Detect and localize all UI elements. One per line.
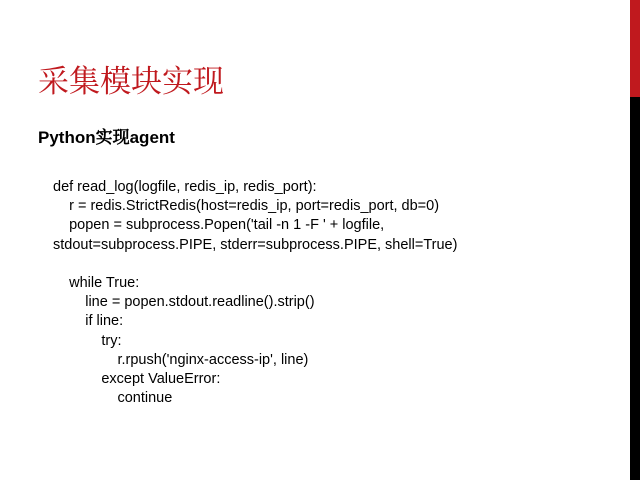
- code-line: line = popen.stdout.readline().strip(): [53, 294, 315, 311]
- code-line: try:: [53, 332, 122, 349]
- code-line: r.rpush('nginx-access-ip', line): [53, 351, 309, 368]
- code-line: stdout=subprocess.PIPE, stderr=subprocess.PIPE, shell=True): [53, 236, 458, 253]
- code-block: [53, 178, 613, 408]
- code-line: def read_log(logfile, redis_ip, redis_port):: [53, 179, 317, 195]
- code-line: while True:: [53, 274, 140, 291]
- code-line: continue: [53, 390, 173, 407]
- side-accent-bar-red: [630, 0, 640, 97]
- slide-subtitle: Python实现agent: [38, 128, 175, 147]
- code-line: popen = subprocess.Popen('tail -n 1 -F ' + logfile,: [53, 217, 385, 234]
- code-line: if line:: [53, 313, 124, 330]
- slide-title: 采集模块实现: [38, 64, 224, 100]
- code-line: [53, 255, 613, 274]
- code-line: r = redis.StrictRedis(host=redis_ip, port=redis_port, db=0): [53, 198, 440, 215]
- code-line: except ValueError:: [53, 370, 221, 387]
